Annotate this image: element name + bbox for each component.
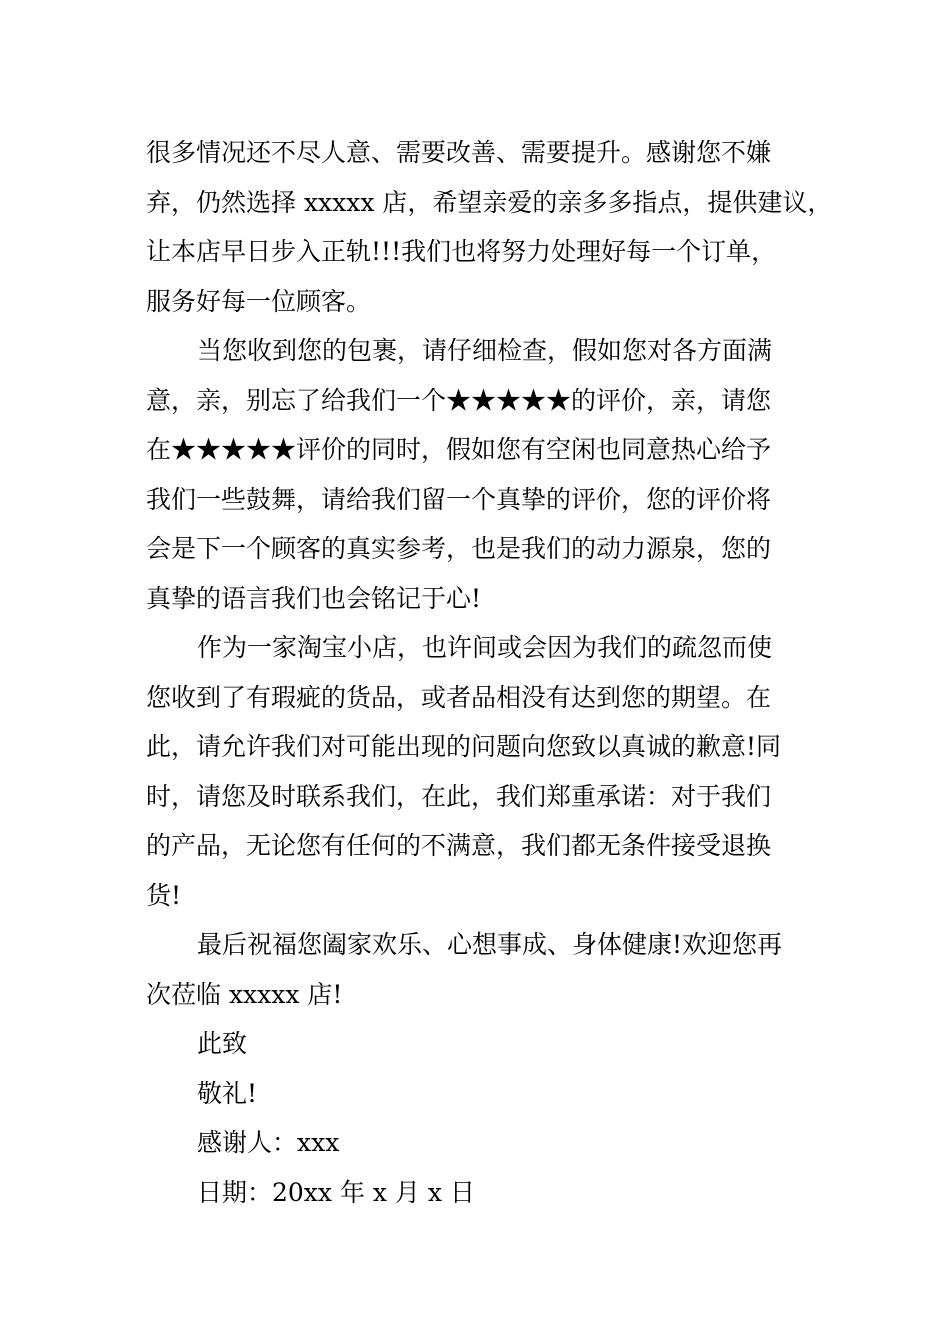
text-line: 在★★★★★评价的同时，假如您有空闲也同意热心给予 bbox=[146, 435, 772, 464]
text-line: 的产品，无论您有任何的不满意，我们都无条件接受退换 bbox=[146, 831, 772, 860]
text-line: 意，亲，别忘了给我们一个★★★★★的评价，亲，请您 bbox=[146, 385, 772, 415]
text-line: 会是下一个顾客的真实参考，也是我们的动力源泉，您的 bbox=[146, 534, 772, 563]
thanker-line: 感谢人：xxx bbox=[197, 1128, 340, 1157]
paragraph-1 bbox=[146, 128, 836, 326]
text-line: 服务好每一位顾客。 bbox=[146, 286, 372, 316]
text-line: 弃，仍然选择 xxxxx 店，希望亲爱的亲多多指点，提供建议， bbox=[146, 187, 833, 217]
text-line: 时，请您及时联系我们，在此，我们郑重承诺：对于我们 bbox=[146, 781, 772, 811]
date-line: 日期：20xx 年 x 月 x 日 bbox=[197, 1177, 475, 1207]
text-line: 作为一家淘宝小店，也许间或会因为我们的疏忽而使 bbox=[197, 633, 773, 662]
text-line: 让本店早日步入正轨!!!我们也将努力处理好每一个订单， bbox=[146, 237, 777, 266]
text-line: 很多情况还不尽人意、需要改善、需要提升。感谢您不嫌 bbox=[146, 138, 772, 167]
closing-block bbox=[146, 1019, 836, 1217]
text-line: 此，请允许我们对可能出现的问题向您致以真诚的歉意!同 bbox=[146, 732, 782, 761]
text-line: 您收到了有瑕疵的货品，或者品相没有达到您的期望。在 bbox=[146, 682, 772, 712]
paragraph-3 bbox=[146, 623, 836, 920]
paragraph-4 bbox=[146, 920, 836, 1019]
letter-body bbox=[146, 128, 836, 1217]
salutation-line-1: 此致 bbox=[197, 1029, 248, 1058]
text-line: 真挚的语言我们也会铭记于心! bbox=[146, 583, 482, 613]
paragraph-2 bbox=[146, 326, 836, 623]
text-line: 我们一些鼓舞，请给我们留一个真挚的评价，您的评价将 bbox=[146, 484, 772, 514]
salutation-line-2: 敬礼! bbox=[197, 1078, 258, 1108]
text-line: 最后祝福您阖家欢乐、心想事成、身体健康!欢迎您再 bbox=[197, 930, 783, 959]
text-line: 次莅临 xxxxx 店! bbox=[146, 979, 343, 1009]
text-line: 当您收到您的包裹，请仔细检查，假如您对各方面满 bbox=[197, 336, 773, 365]
text-line: 货! bbox=[146, 880, 182, 910]
